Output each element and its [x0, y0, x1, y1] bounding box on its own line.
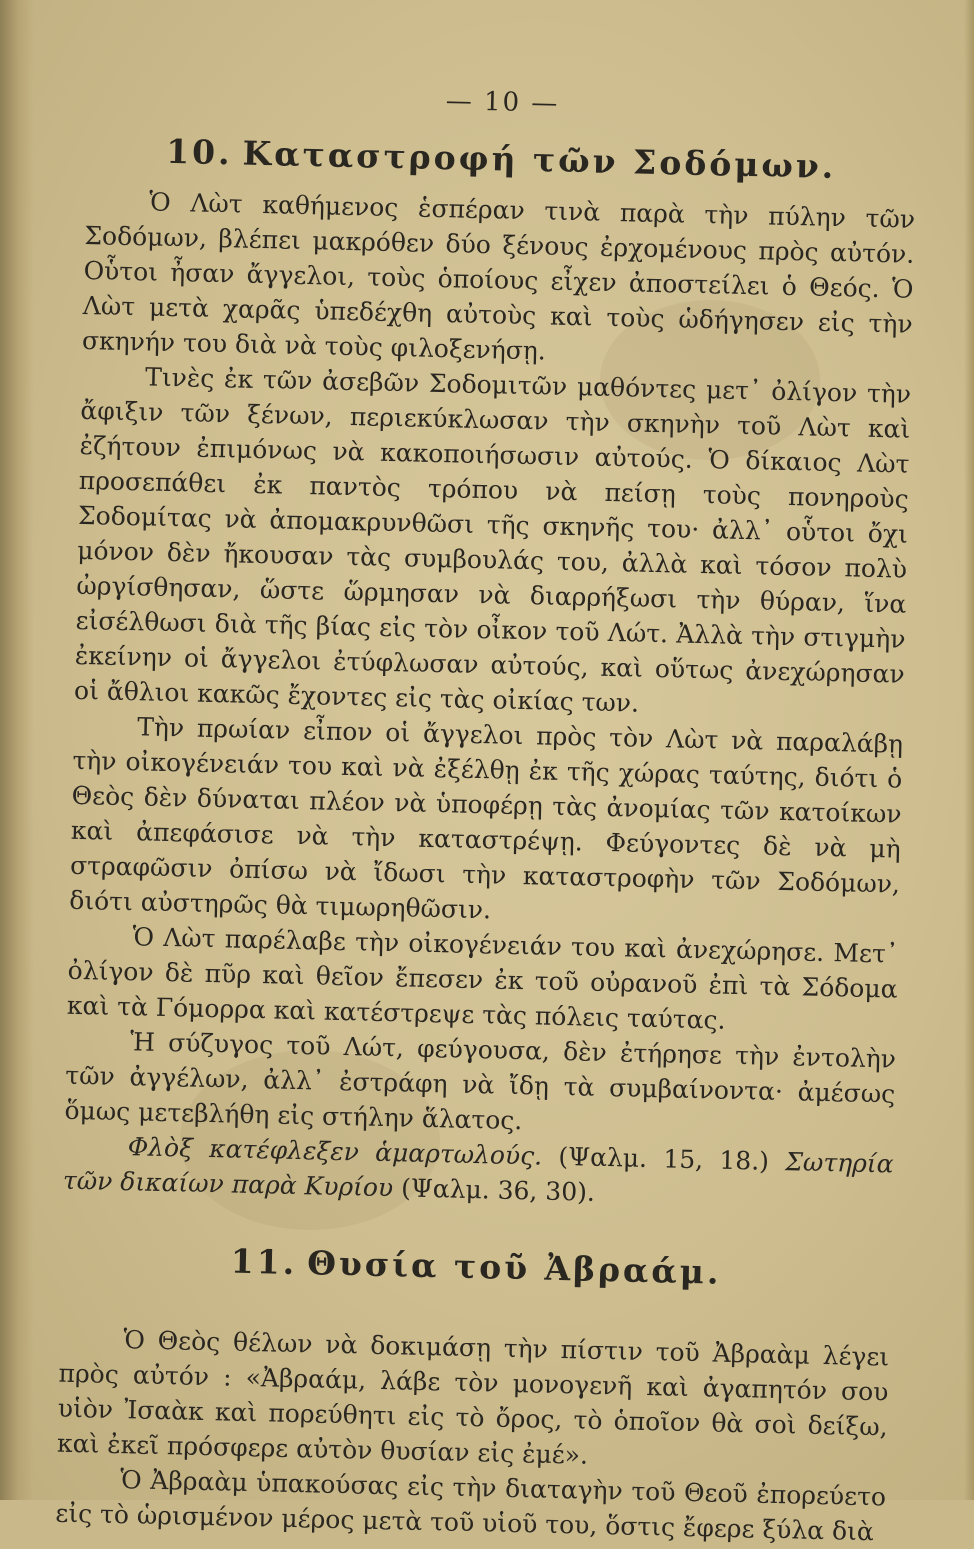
section-number: 10.	[165, 131, 234, 173]
section-title-10	[86, 130, 917, 188]
page-binding-shadow	[0, 0, 34, 1500]
reference-quote: Σωτηρία τῶν δικαίων παρὰ Κυρίου	[62, 1147, 894, 1203]
paragraph: Τινὲς ἐκ τῶν ἀσεβῶν Σοδομιτῶν μαθόντες μετ᾽ ὀλίγον τὴν ἄφιξιν τῶν ξένων, περιεκύκλωσαν τὴν σκηνὴν τοῦ Λὼτ καὶ ἐζήτουν ἐπιμόνως νὰ κακοποιήσωσιν αὐτούς. Ὁ δίκαιος Λὼτ προσεπάθει ἐκ παντὸς τρόπου νὰ πείσῃ τοὺς πονηροὺς Σοδομίτας νὰ ἀπομακρυνθῶσι τῆς σκηνῆς του· ἀλλ᾽ οὗτοι ὄχι μόνον δὲν ἤκουσαν τὰς συμβουλάς του, ἀλλὰ καὶ τόσον πολὺ ὠργίσθησαν, ὥστε ὥρμησαν νὰ διαρρήξωσι τὴν θύραν, ἵνα εἰσέλθωσι διὰ τῆς βίας εἰς τὸν οἶκον τοῦ Λώτ. Ἀλλὰ τὴν στιγμὴν ἐκείνην οἱ ἄγγελοι ἐτύφλωσαν αὐτούς, καὶ οὕτως ἀνεχώρησαν οἱ ἄθλιοι κακῶς ἔχοντες εἰς τὰς οἰκίας των.	[73, 362, 912, 718]
reference-quote: Φλὸξ κατέφλεξεν ἁμαρτωλούς.	[127, 1132, 543, 1171]
page-number: — 10 —	[445, 86, 560, 119]
reference-citation: (Ψαλμ. 36, 30).	[400, 1173, 596, 1207]
paragraph: Ἡ σύζυγος τοῦ Λώτ, φεύγουσα, δὲν ἐτήρησε τὴν ἐντολὴν τῶν ἀγγέλων, ἀλλ᾽ ἐστράφη νὰ ἴδῃ τὰ συμβαίνοντα· ἀμέσως ὅμως μετεβλήθη εἰς στήλην ἅλατος.	[64, 1027, 897, 1136]
page-edge	[964, 0, 974, 1500]
paragraph: Τὴν πρωίαν εἶπον οἱ ἄγγελοι πρὸς τὸν Λὼτ νὰ παραλάβῃ τὴν οἰκογένειάν του καὶ νὰ ἐξέλθῃ ἐκ τῆς χώρας ταύτης, διότι ὁ Θεὸς δὲν δύναται πλέον νὰ ὑποφέρῃ τὰς ἀνομίας τῶν κατοίκων καὶ ἀπεφάσισε νὰ τὴν καταστρέψῃ. Φεύγοντες δὲ νὰ μὴ στραφῶσιν ὀπίσω νὰ ἴδωσι τὴν καταστροφὴν τῶν Σοδόμων, διότι αὐστηρῶς θὰ τιμωρηθῶσιν.	[69, 712, 904, 925]
reference-citation: (Ψαλμ. 15, 18.)	[558, 1141, 770, 1176]
section-number: 11.	[230, 1241, 298, 1283]
paragraph: Ὁ Ἀβραὰμ ὑπακούσας εἰς τὴν διαταγὴν τοῦ Θεοῦ ἐπορεύετο εἰς τὸ ὡρισμένον μέρος μετὰ τοῦ υἱοῦ του, ὅστις ἔφερε ξύλα διὰ	[55, 1465, 887, 1547]
section-heading: Θυσία τοῦ Ἀβραάμ.	[306, 1243, 722, 1292]
paragraph: Ὁ Λὼτ καθήμενος ἑσπέραν τινὰ παρὰ τὴν πύλην τῶν Σοδόμων, βλέπει μακρόθεν δύο ξένους ἐρχομένους πρὸς αὐτόν. Οὗτοι ἦσαν ἄγγελοι, τοὺς ὁποίους εἶχεν ἀποστείλει ὁ Θεός. Ὁ Λὼτ μετὰ χαρᾶς ὑπεδέχθη αὐτοὺς καὶ τοὺς ὡδήγησεν εἰς τὴν σκηνήν του διὰ νὰ τοὺς φιλοξενήσῃ.	[81, 187, 916, 366]
section-heading: Καταστροφή τῶν Σοδόμων.	[242, 133, 837, 186]
paragraph: Ὁ Λὼτ παρέλαβε τὴν οἰκογένειάν του καὶ ἀνεχώρησε. Μετ᾽ ὀλίγον δὲ πῦρ καὶ θεῖον ἔπεσεν ἐκ τοῦ οὐρανοῦ ἐπὶ τὰ Σόδομα καὶ τὰ Γόμορρα καὶ κατέστρεψε τὰς πόλεις ταύτας.	[66, 922, 899, 1035]
page-content	[55, 78, 918, 1549]
section-title-11	[61, 1238, 892, 1296]
paragraph: Ὁ Θεὸς θέλων νὰ δοκιμάσῃ τὴν πίστιν τοῦ Ἀβραὰμ λέγει πρὸς αὐτόν : «Ἀβραάμ, λάβε τὸν μονογενῆ καὶ ἀγαπητόν σου υἱὸν Ἰσαὰκ καὶ πορεύθητι εἰς τὸ ὄρος, τὸ ὁποῖον θὰ σοὶ δείξω, καὶ ἐκεῖ πρόσφερε αὐτὸν θυσίαν εἰς ἐμέ».	[56, 1325, 890, 1470]
